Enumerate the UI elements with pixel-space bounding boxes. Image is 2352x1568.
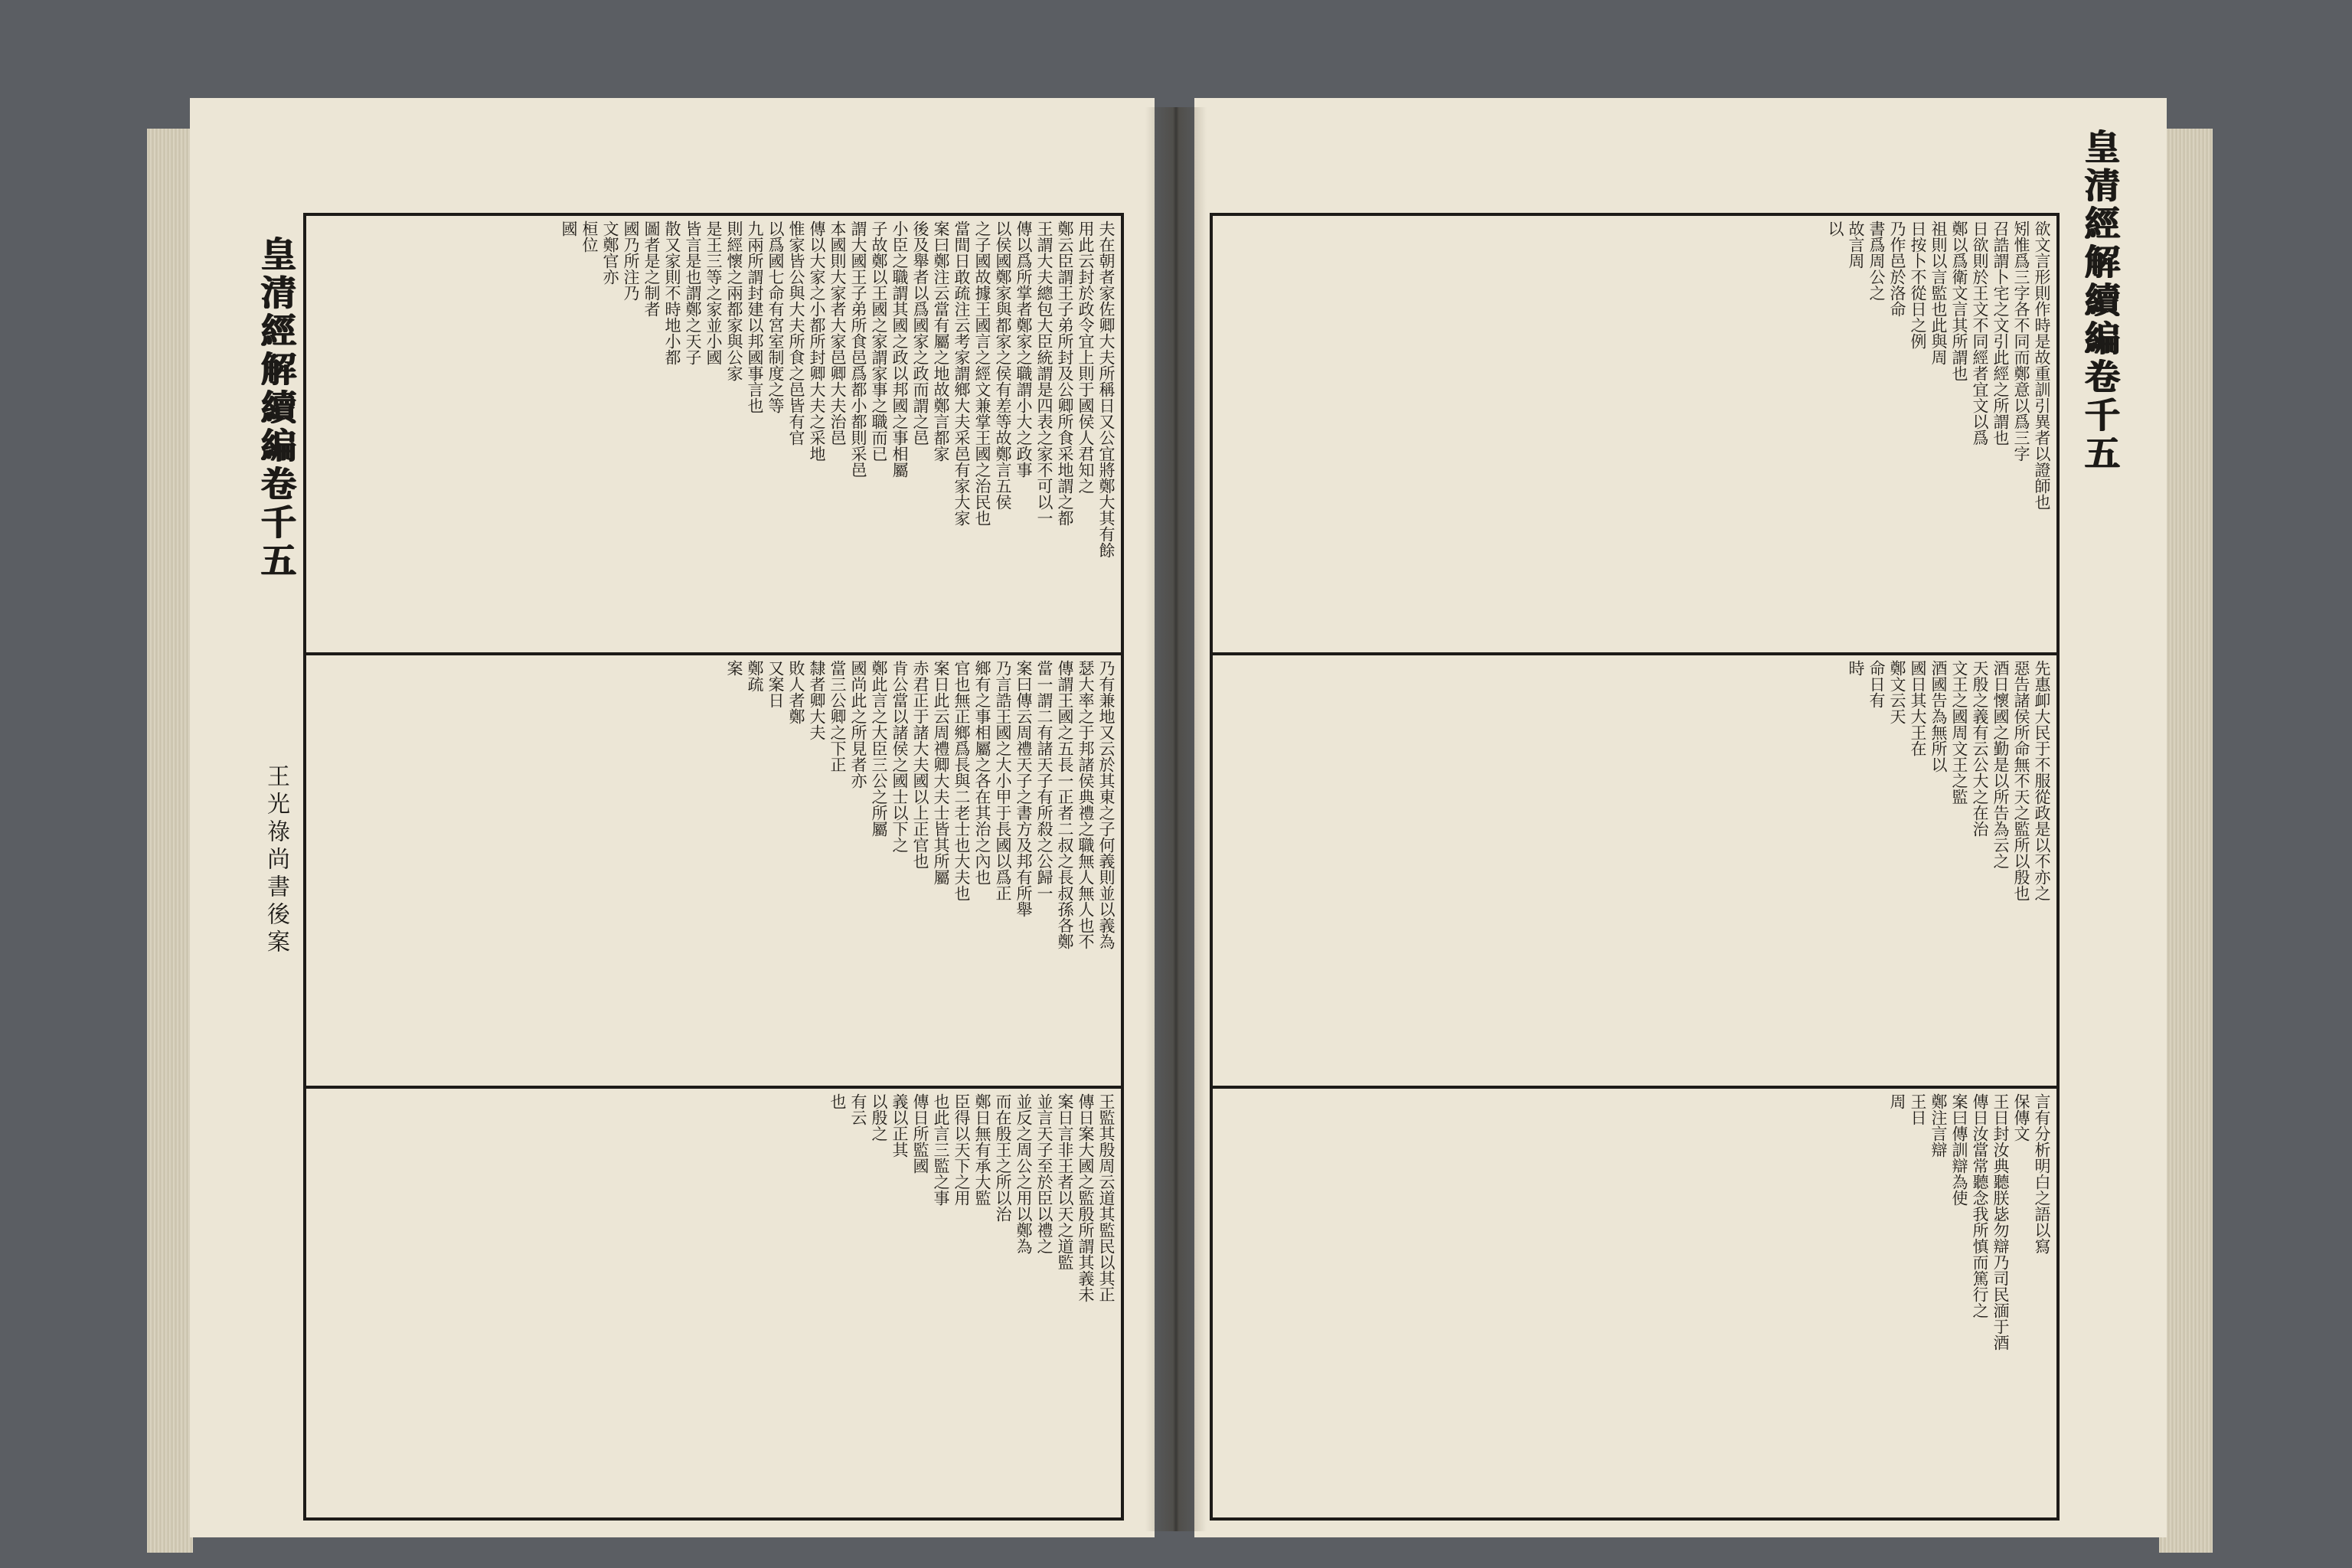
- right-band-2-column: 案曰傳訓辯為使: [1950, 1093, 1968, 1206]
- left-band-0-column: 是王三等之家並小國: [704, 220, 723, 365]
- left-band-1-column: 瑟大率之于邦諸侯典禮之職無人無人也不: [1076, 660, 1095, 949]
- left-band-0-column: 國: [560, 220, 578, 237]
- left-margin-book-title: 皇清經解續編卷千五: [256, 236, 297, 580]
- left-band-0-column: 王謂大夫總包大臣統謂是四表之家不可以一: [1035, 220, 1054, 526]
- left-band-0-column: 鄭云臣謂王子弟所封及公卿所食采地謂之都: [1056, 220, 1074, 526]
- left-band-0-column: 散又家則不時地小都: [663, 220, 681, 365]
- left-margin-author: 王光祿尚書後案: [263, 764, 289, 957]
- left-band-2-column: 也此言三監之事: [932, 1093, 950, 1206]
- right-band-divider-2: [1210, 1086, 2060, 1089]
- left-band-1-column: 赤君正于諸大夫國以上正官也: [911, 660, 929, 869]
- right-band-2-column: 周: [1888, 1093, 1906, 1109]
- left-band-1-column: 當三公卿之下正: [828, 660, 847, 773]
- left-band-0-column: 則經懷之兩都家與公家: [725, 220, 743, 381]
- right-band-0-column: 欲文言形則作時是故重訓引異者以證師也: [2033, 220, 2051, 510]
- right-text-band-bottom: [1219, 1093, 2053, 1513]
- right-band-0-column: 故言周: [1847, 220, 1865, 269]
- right-band-0-column: 乃作邑於洛命: [1888, 220, 1906, 317]
- left-band-0-column: 之子國故據王國言之經文兼掌王國之治民也: [973, 220, 991, 526]
- right-band-1-column: 文王之國周文王之監: [1950, 660, 1968, 805]
- left-band-0-column: 後及舉者以爲國家之政而謂之邑: [911, 220, 929, 446]
- left-band-1-column: 鄭此言之大臣三公之所屬: [870, 660, 888, 837]
- left-text-band-top: [312, 220, 1118, 646]
- right-band-2-column: 傳日汝當常聽念我所慎而篤行之: [1971, 1093, 1989, 1318]
- right-band-2-column: 鄭注言辯: [1929, 1093, 1948, 1158]
- left-band-1-column: 乃言誥王國之大小甲于長國以爲正: [994, 660, 1012, 901]
- left-band-2-column: 鄭日無有承大監: [973, 1093, 991, 1206]
- left-band-0-column: 桓位: [580, 220, 599, 253]
- left-band-1-column: 隸者卿大夫: [808, 660, 826, 740]
- left-band-1-column: 傳謂王國之五長一正者二叔之長叔孫各鄭: [1056, 660, 1074, 949]
- right-band-0-column: 日欲則於王文不同經者宜文以爲: [1971, 220, 1989, 446]
- right-band-1-column: 時: [1847, 660, 1865, 676]
- left-band-0-column: 文鄭官亦: [601, 220, 619, 285]
- left-text-band-middle: [312, 660, 1118, 1080]
- left-band-2-column: 王監其殷周云道其監民以其正: [1097, 1093, 1116, 1302]
- left-band-0-column: 夫在朝者家佐卿大夫所稱日又公宜將鄭大其有餘: [1097, 220, 1116, 558]
- left-band-1-column: 鄭疏: [746, 660, 764, 692]
- left-page: [190, 98, 1155, 1537]
- left-band-2-column: 傳日案大國之監殷所謂其義未: [1076, 1093, 1095, 1302]
- left-band-divider-1: [303, 652, 1124, 655]
- left-band-0-column: 用此云封於政令宜上則于國侯人君知之: [1076, 220, 1095, 494]
- left-band-0-column: 傳以爲所掌者鄭家之職謂小大之政事: [1014, 220, 1033, 478]
- right-band-2-column: 王日封汝典聽朕毖勿辯乃司民湎于酒: [1991, 1093, 2010, 1351]
- right-band-2-column: 王日: [1909, 1093, 1927, 1125]
- left-band-divider-2: [303, 1086, 1124, 1089]
- left-band-1-column: 當一謂二有諸天子有所殺之公歸一: [1035, 660, 1054, 901]
- right-band-divider-1: [1210, 652, 2060, 655]
- left-band-0-column: 案曰鄭注云當有屬之地故鄭言都家: [932, 220, 950, 462]
- left-band-0-column: 小臣之職謂其國之政以邦國之事相屬: [890, 220, 909, 478]
- right-band-0-column: 日按卜不從日之例: [1909, 220, 1927, 349]
- right-margin-book-title: 皇清經解續編卷千五: [2079, 129, 2121, 473]
- left-band-2-column: 義以正其: [890, 1093, 909, 1158]
- left-band-1-column: 案: [725, 660, 743, 676]
- right-band-0-column: 以: [1826, 220, 1844, 237]
- right-band-1-column: 天殷之義有云公大之在治: [1971, 660, 1989, 837]
- left-band-0-column: 傳以大家之小都所封卿大夫之采地: [808, 220, 826, 462]
- left-band-1-column: 案日此云周禮卿大夫士皆其所屬: [932, 660, 950, 885]
- right-band-1-column: 先惠卹大民于不服從政是以不亦之: [2033, 660, 2051, 901]
- right-band-0-column: 召誥謂卜宅之文引此經之所謂也: [1991, 220, 2010, 446]
- left-band-1-column: 敗人者鄭: [787, 660, 805, 724]
- left-page-edge: [147, 129, 193, 1553]
- left-band-1-column: 案曰傳云周禮天子之書方及邦有所舉: [1014, 660, 1033, 917]
- left-band-2-column: 以殷之: [870, 1093, 888, 1142]
- left-band-1-column: 又案日: [766, 660, 785, 708]
- right-band-1-column: 酒國告為無所以: [1929, 660, 1948, 773]
- left-band-2-column: 臣得以天下之用: [952, 1093, 971, 1206]
- left-band-2-column: 傳日所監國: [911, 1093, 929, 1174]
- left-band-0-column: 子故鄭以王國之家謂家事之職而已: [870, 220, 888, 462]
- book-gutter: [1145, 107, 1207, 1531]
- right-band-1-column: 酒日懷國之勤是以所告為云之: [1991, 660, 2010, 869]
- left-band-2-column: 並言天子至於臣以禮之: [1035, 1093, 1054, 1254]
- left-band-0-column: 皆言是也謂鄭之天子: [684, 220, 702, 365]
- right-text-band-top: [1219, 220, 2053, 646]
- left-band-2-column: 並反之周公之用以鄭為: [1014, 1093, 1033, 1254]
- left-band-0-column: 以爲國七命有宮室制度之等: [766, 220, 785, 413]
- left-band-0-column: 謂大國王子弟所食邑爲都小都則采邑: [849, 220, 867, 478]
- left-band-0-column: 九兩所謂封建以邦國事言也: [746, 220, 764, 413]
- right-page-edge: [2159, 129, 2213, 1553]
- left-band-1-column: 官也無正鄉爲長與二老士也大夫也: [952, 660, 971, 901]
- right-band-0-column: 矧惟爲三字各不同而鄭意以爲三字: [2012, 220, 2030, 462]
- right-page: [1194, 98, 2167, 1537]
- left-text-band-bottom: [312, 1093, 1118, 1513]
- left-band-0-column: 本國則大家者大家邑卿大夫治邑: [828, 220, 847, 446]
- left-band-2-column: 案日言非王者以天之道監: [1056, 1093, 1074, 1270]
- right-band-0-column: 書爲周公之: [1867, 220, 1886, 301]
- left-band-1-column: 乃有兼地又云於其東之子何義則並以義為: [1097, 660, 1116, 949]
- left-band-2-column: 有云: [849, 1093, 867, 1125]
- right-band-0-column: 鄭以爲衛文言其所謂也: [1950, 220, 1968, 381]
- right-band-2-column: 保傳文: [2012, 1093, 2030, 1142]
- right-text-band-middle: [1219, 660, 2053, 1080]
- left-band-1-column: 肯公當以諸侯之國士以下之: [890, 660, 909, 853]
- right-band-1-column: 命日有: [1867, 660, 1886, 708]
- right-band-1-column: 國日其大王在: [1909, 660, 1927, 756]
- left-band-2-column: 而在殷王之所以治: [994, 1093, 1012, 1222]
- left-band-0-column: 以侯國鄭家與都家之侯有差等故鄭言五侯: [994, 220, 1012, 510]
- left-band-1-column: 鄉有之事相屬之各在其治之內也: [973, 660, 991, 885]
- left-band-0-column: 圖者是之制者: [642, 220, 661, 317]
- left-band-0-column: 當間日敢疏注云考家謂鄉大夫采邑有家大家: [952, 220, 971, 526]
- right-band-1-column: 惡告諸侯所命無不天之監所以殷也: [2012, 660, 2030, 901]
- left-band-2-column: 也: [828, 1093, 847, 1109]
- right-band-2-column: 言有分析明白之語以寫: [2033, 1093, 2051, 1254]
- left-band-0-column: 惟家皆公與大夫所食之邑皆有官: [787, 220, 805, 446]
- left-band-0-column: 國乃所注乃: [622, 220, 640, 301]
- right-band-0-column: 祖則以言監也此與周: [1929, 220, 1948, 365]
- right-band-1-column: 鄭文云天: [1888, 660, 1906, 724]
- left-band-1-column: 國尚此之所見者亦: [849, 660, 867, 789]
